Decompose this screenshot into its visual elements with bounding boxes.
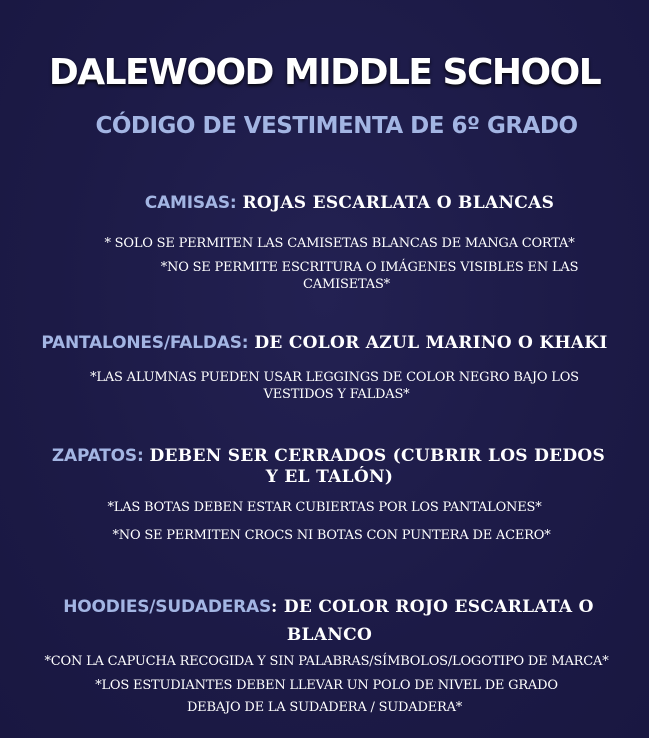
hoodies-label: HOODIES/SUDADERAS <box>63 597 272 617</box>
shirts-note-1: * SOLO SE PERMITEN LAS CAMISETAS BLANCAS DE MANGA CORTA* <box>104 236 575 251</box>
pants-heading <box>0 332 649 354</box>
school-title: DALEWOOD MIDDLE SCHOOL <box>48 52 601 93</box>
shirts-value: ROJAS ESCARLATA O BLANCAS <box>242 193 555 213</box>
hoodies-value-line2: BLANCO <box>286 625 373 645</box>
shoes-heading-line2 <box>0 466 649 488</box>
hoodies-value-line1: : DE COLOR ROJO ESCARLATA O <box>271 597 594 617</box>
shoes-label: ZAPATOS: <box>51 446 144 466</box>
shirts-heading <box>0 192 649 214</box>
pants-note-1: *LAS ALUMNAS PUEDEN USAR LEGGINGS DE COLOR NEGRO BAJO LOS <box>90 370 579 385</box>
hoodies-note-1: *CON LA CAPUCHA RECOGIDA Y SIN PALABRAS/SÍMBOLOS/LOGOTIPO DE MARCA* <box>44 654 609 669</box>
shirts-label: CAMISAS: <box>144 193 237 213</box>
hoodies-note-3: DEBAJO DE LA SUDADERA / SUDADERA* <box>186 700 463 715</box>
shoes-note-1: *LAS BOTAS DEBEN ESTAR CUBIERTAS POR LOS PANTALONES* <box>107 500 542 515</box>
shoes-value-line1: DEBEN SER CERRADOS (CUBRIR LOS DEDOS <box>149 446 606 466</box>
hoodies-note-2: *LOS ESTUDIANTES DEBEN LLEVAR UN POLO DE NIVEL DE GRADO <box>95 678 558 693</box>
shoes-note-2: *NO SE PERMITEN CROCS NI BOTAS CON PUNTERA DE ACERO* <box>112 528 551 543</box>
shirts-note-2: *NO SE PERMITE ESCRITURA O IMÁGENES VISIBLES EN LAS <box>160 260 579 275</box>
shoes-value-line2: Y EL TALÓN) <box>265 467 394 487</box>
pants-note-2: VESTIDOS Y FALDAS* <box>263 387 410 402</box>
hoodies-heading <box>0 596 649 618</box>
shoes-heading <box>0 445 649 467</box>
pants-value: DE COLOR AZUL MARINO O KHAKI <box>254 333 608 353</box>
dress-code-subtitle: CÓDIGO DE VESTIMENTA DE 6º GRADO <box>95 113 578 139</box>
pants-label: PANTALONES/FALDAS: <box>41 333 249 353</box>
hoodies-heading-line2 <box>0 624 649 646</box>
shirts-note-3: CAMISETAS* <box>303 277 390 292</box>
